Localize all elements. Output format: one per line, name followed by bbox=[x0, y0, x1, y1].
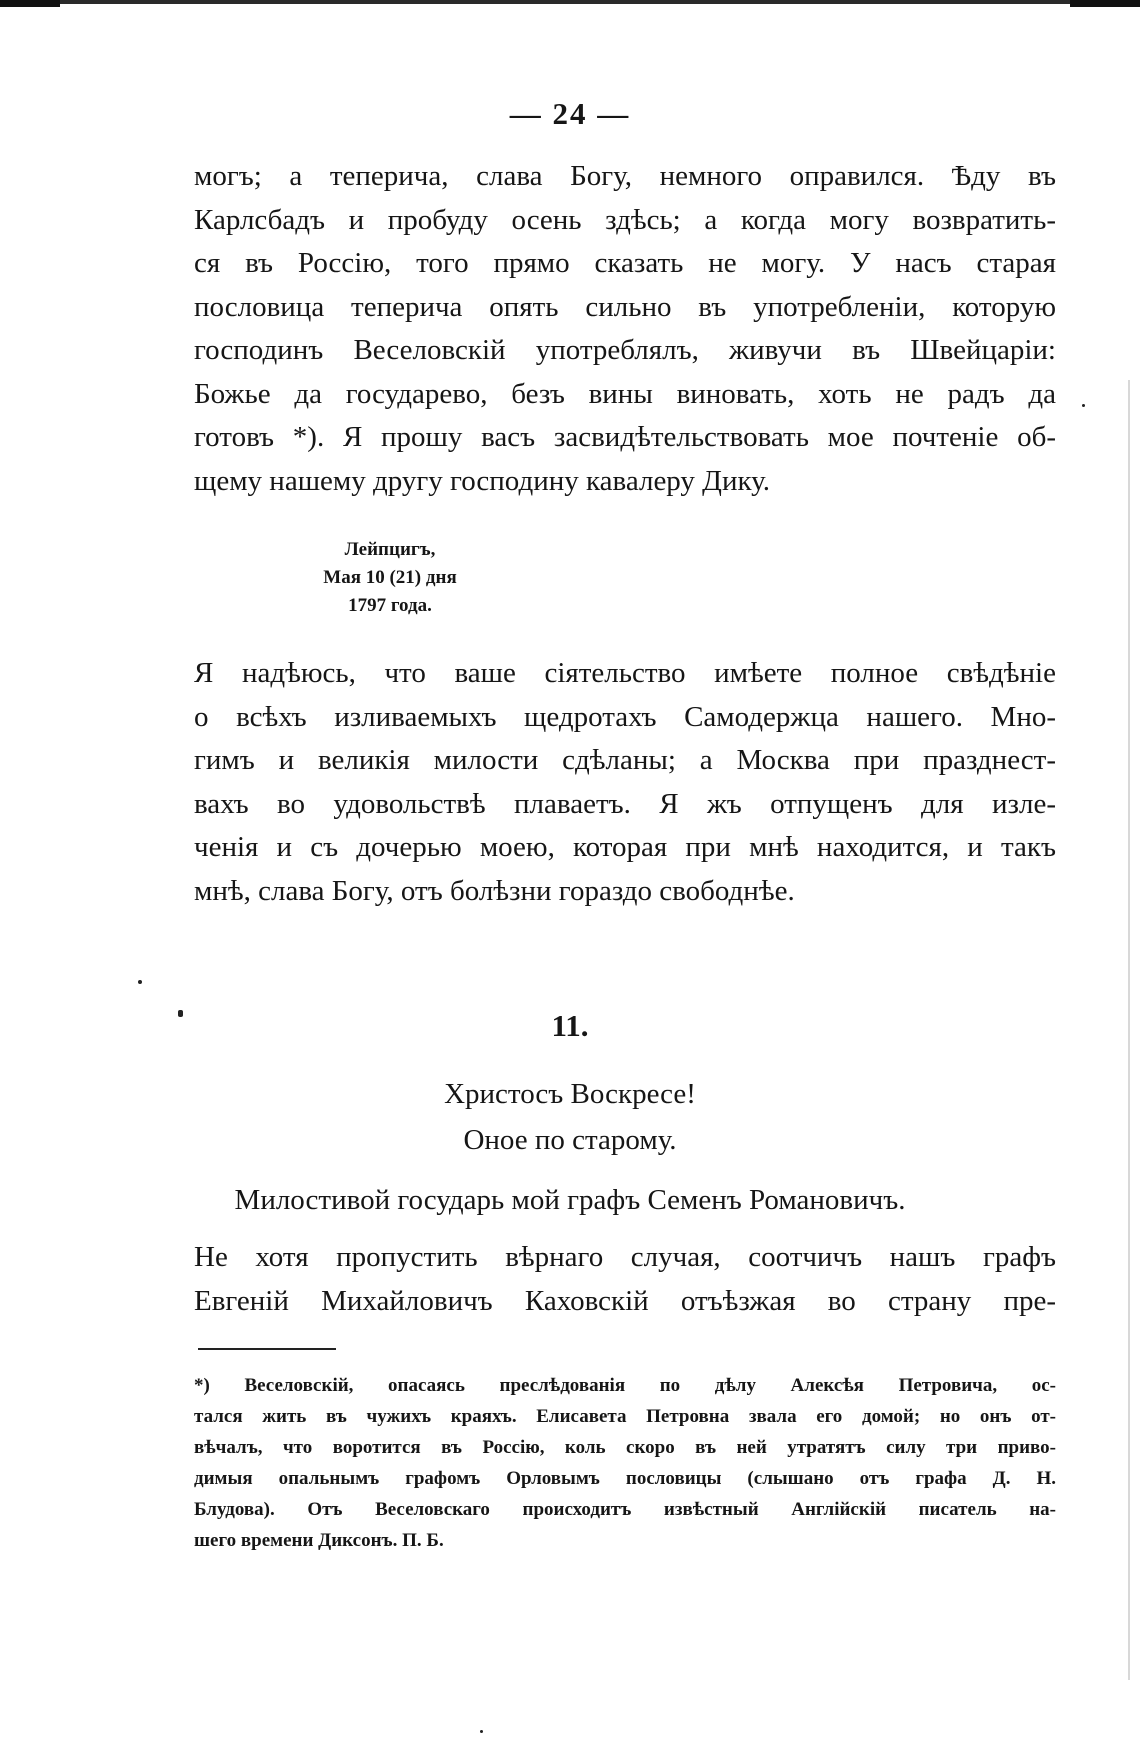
footnote bbox=[194, 1370, 1056, 1556]
text-line: вахъ во удовольствѣ плаваетъ. Я жъ отпущенъ для изле- bbox=[194, 787, 1056, 820]
top-border-mark-left bbox=[0, 0, 60, 7]
signature-place: Лейпцигъ, bbox=[344, 539, 436, 560]
salutation: Милостивой государь мой графъ Семенъ Романовичъ. bbox=[234, 1184, 906, 1216]
text-line: Я надѣюсь, что ваше сіятельство имѣете полное свѣдѣніе bbox=[194, 657, 1056, 689]
scan-speck bbox=[480, 1730, 483, 1733]
footnote-line: шего времени Диксонъ. П. Б. bbox=[194, 1530, 444, 1551]
text-line: мнѣ, слава Богу, отъ болѣзни гораздо свободнѣе. bbox=[194, 874, 795, 907]
text-line: Евгеній Михайловичъ Каховскій отъѣзжая во страну пре- bbox=[194, 1284, 1056, 1317]
footnote-line: *) Веселовскій, опасаясь преслѣдованія по дѣлу Алексѣя Петровича, ос- bbox=[194, 1375, 1056, 1396]
footnote-line: тался жить въ чужихъ краяхъ. Елисавета Петровна звала его домой; но онъ от- bbox=[194, 1406, 1056, 1427]
text-line: щему нашему другу господину кавалеру Дику. bbox=[194, 464, 771, 497]
text-line: Не хотя пропустить вѣрнаго случая, соотчичъ нашъ графъ bbox=[194, 1241, 1056, 1273]
footnote-line: Блудова). Отъ Веселовскаго происходитъ извѣстный Англійскій писатель на- bbox=[194, 1499, 1056, 1520]
signature-date: Мая 10 (21) дня bbox=[323, 567, 457, 588]
scan-speck bbox=[138, 980, 142, 984]
text-line: Божье да государево, безъ вины виновать, хоть не радъ да bbox=[194, 377, 1056, 410]
text-line: ся въ Россію, того прямо сказать не могу. У насъ старая bbox=[194, 247, 1056, 279]
text-line: пословица теперича опять сильно въ употребленіи, которую bbox=[194, 290, 1056, 323]
greeting-line-1: Христосъ Воскресе! bbox=[444, 1078, 696, 1110]
footnote-line: вѣчалъ, что воротится въ Россію, коль скоро въ ней утратятъ силу три приво- bbox=[194, 1437, 1056, 1458]
footnote-line: димыя опальнымъ графомъ Орловымъ пословицы (слышано отъ графа Д. Н. bbox=[194, 1468, 1056, 1489]
text-line: могъ; а теперича, слава Богу, немного оправился. Ѣду въ bbox=[194, 160, 1056, 192]
page-number: — 24 — bbox=[509, 96, 631, 131]
scan-speck bbox=[178, 1010, 183, 1017]
letter-body-paragraph-2 bbox=[194, 1236, 1056, 1323]
scan-speck bbox=[1082, 404, 1085, 407]
text-line: господинъ Веселовскій употреблялъ, живучи въ Швейцаріи: bbox=[194, 334, 1056, 366]
text-line: о всѣхъ изливаемыхъ щедротахъ Самодержца нашего. Мно- bbox=[194, 700, 1056, 733]
footnote-separator bbox=[198, 1348, 336, 1350]
text-line: готовъ *). Я прошу васъ засвидѣтельствовать мое почтеніе об- bbox=[194, 421, 1056, 453]
text-line: гимъ и великія милости сдѣланы; а Москва при празднест- bbox=[194, 744, 1056, 776]
letter-signature-block bbox=[290, 536, 490, 620]
letter-number: 11. bbox=[551, 1008, 589, 1043]
letter-postscript-paragraph bbox=[194, 652, 1056, 913]
signature-year: 1797 года. bbox=[348, 595, 432, 616]
top-border-line bbox=[0, 0, 1140, 4]
text-line: ченія и съ дочерью моею, которая при мнѣ находится, и такъ bbox=[194, 831, 1056, 863]
greeting-line-2: Оное по старому. bbox=[463, 1124, 677, 1156]
text-line: Карлсбадъ и пробуду осень здѣсь; а когда могу возвратить- bbox=[194, 203, 1056, 236]
top-border-mark-right bbox=[1070, 0, 1140, 7]
letter-body-paragraph-1 bbox=[194, 155, 1056, 503]
